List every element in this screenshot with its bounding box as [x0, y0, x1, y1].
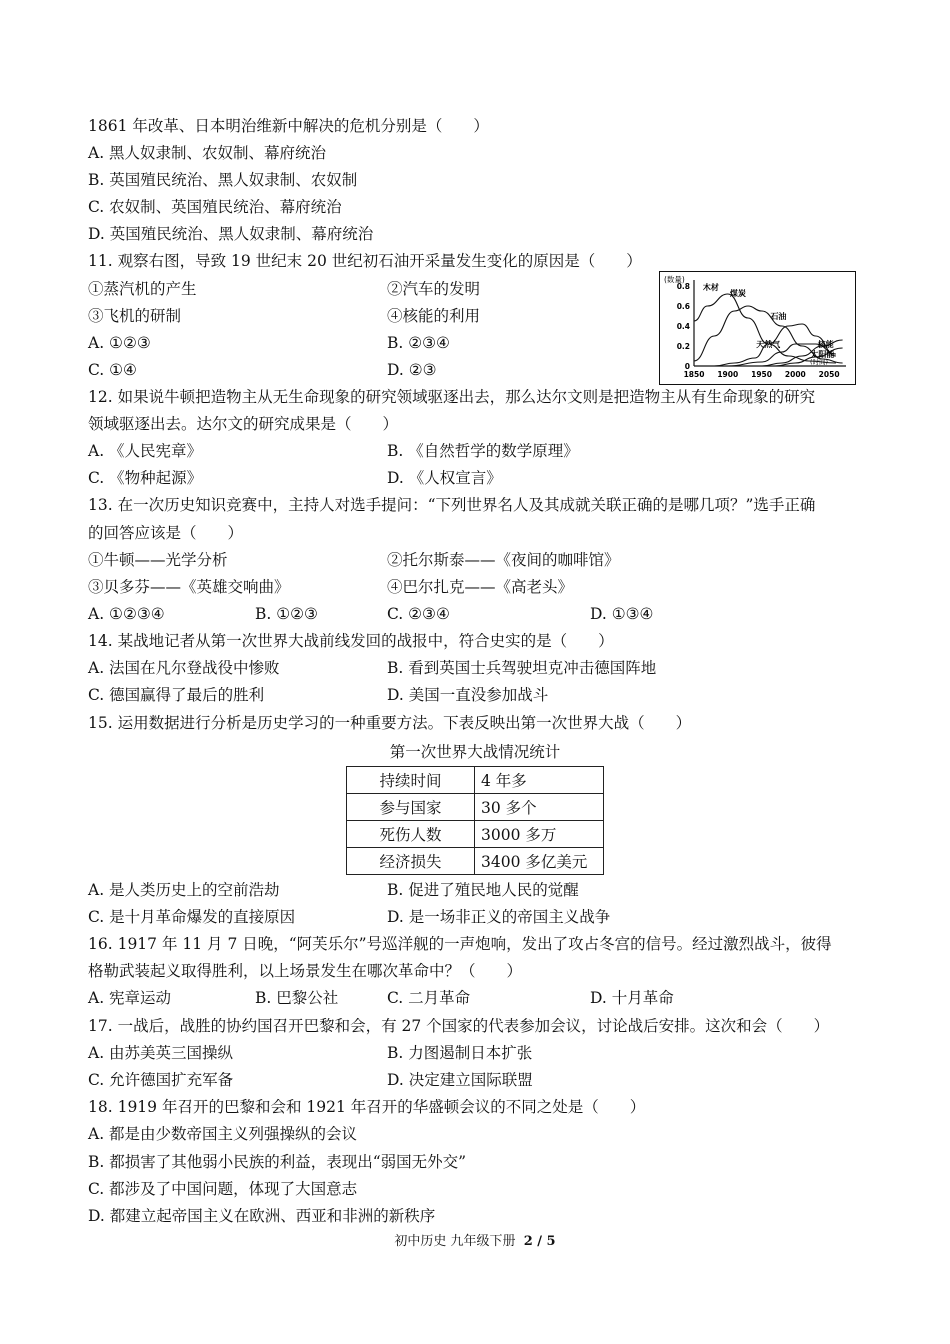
question-13-option-a: A. ①②③④: [88, 605, 165, 623]
question-13-item-3: ③贝多芬——《英雄交响曲》: [88, 578, 290, 596]
question-14-stem: 14. 某战地记者从第一次世界大战前线发回的战报中，符合史实的是（ ）: [88, 632, 614, 650]
series-label-2: 石油: [770, 312, 787, 321]
question-11-item-1: ①蒸汽机的产生: [88, 280, 197, 298]
question-13-item-2: ②托尔斯泰——《夜间的咖啡馆》: [387, 551, 620, 569]
series-label-3: 天然气: [756, 340, 781, 349]
x-tick-label: 1950: [751, 370, 772, 379]
x-tick-label: 2050: [818, 370, 840, 379]
y-tick-label: 0.4: [676, 322, 690, 331]
series-label-4: 核能: [817, 340, 834, 349]
question-11-option-b: B. ②③④: [387, 334, 450, 352]
question-15-option-a: A. 是人类历史上的空前浩劫: [88, 881, 280, 899]
question-17-option-b: B. 力图遏制日本扩张: [387, 1044, 533, 1062]
table-row: [347, 848, 604, 875]
question-16-option-c: C. 二月革命: [387, 989, 471, 1007]
question-10-option-d: D. 英国殖民统治、黑人奴隶制、幕府统治: [88, 225, 374, 243]
x-axis-label: (时间): [809, 358, 829, 366]
x-tick-label: 1900: [717, 370, 739, 379]
question-10-option-c: C. 农奴制、英国殖民统治、幕府统治: [88, 198, 342, 216]
page-number: 2 / 5: [523, 1234, 556, 1249]
series-label-0: 木材: [702, 283, 719, 292]
series-label-1: 煤炭: [729, 289, 746, 298]
energy-chart: [660, 272, 855, 384]
ww1-statistics-table: [346, 766, 604, 875]
question-13-item-4: ④巴尔扎克——《高老头》: [387, 578, 574, 596]
question-16-option-d: D. 十月革命: [590, 989, 674, 1007]
question-11-stem: 11. 观察右图，导致 19 世纪末 20 世纪初石油开采量发生变化的原因是（ ）: [88, 252, 642, 270]
question-11-item-3: ③飞机的研制: [88, 307, 182, 325]
question-18-option-c: C. 都涉及了中国问题，体现了大国意志: [88, 1180, 358, 1198]
question-14-option-d: D. 美国一直没参加战斗: [387, 686, 549, 704]
question-12-option-a: A. 《人民宪章》: [88, 442, 203, 460]
question-11-option-d: D. ②③: [387, 361, 437, 379]
energy-chart-figure: [659, 271, 856, 385]
x-tick-label: 2000: [784, 370, 806, 379]
table-cell-key: 死伤人数: [347, 821, 475, 848]
table-cell-key: 经济损失: [347, 848, 475, 875]
question-14-option-a: A. 法国在凡尔登战役中惨败: [88, 659, 280, 677]
question-17-stem: 17. 一战后，战胜的协约国召开巴黎和会，有 27 个国家的代表参加会议，讨论战后安排。这次和会（ ）: [88, 1017, 830, 1035]
question-14-option-b: B. 看到英国士兵驾驶坦克冲击德国阵地: [387, 659, 657, 677]
y-tick-label: 0.2: [676, 342, 690, 351]
question-11-option-c: C. ①④: [88, 361, 137, 379]
question-13-stem-line-1: 13. 在一次历史知识竞赛中，主持人对选手提问：“下列世界名人及其成就关联正确的是哪几项？”选手正确: [88, 496, 816, 514]
table-row: [347, 794, 604, 821]
table-row: [347, 821, 604, 848]
question-16-stem-line-1: 16. 1917 年 11 月 7 日晚，“阿芙乐尔”号巡洋舰的一声炮响，发出了攻占冬宫的信号。经过激烈战斗，彼得: [88, 935, 832, 953]
question-10-option-b: B. 英国殖民统治、黑人奴隶制、农奴制: [88, 171, 358, 189]
y-tick-label: 0.8: [676, 282, 690, 291]
question-11-item-4: ④核能的利用: [387, 307, 481, 325]
y-tick-label: 0: [684, 362, 690, 371]
question-12-option-c: C. 《物种起源》: [88, 469, 203, 487]
question-13-stem-line-2: 的回答应该是（ ）: [88, 524, 244, 542]
question-17-option-a: A. 由苏美英三国操纵: [88, 1044, 234, 1062]
x-tick-label: 1850: [683, 370, 705, 379]
question-18-option-a: A. 都是由少数帝国主义列强操纵的会议: [88, 1125, 358, 1143]
y-axis-label: (数量): [664, 275, 685, 284]
question-13-option-b: B. ①②③: [255, 605, 318, 623]
question-15-option-d: D. 是一场非正义的帝国主义战争: [387, 908, 611, 926]
question-16-option-b: B. 巴黎公社: [255, 989, 339, 1007]
y-tick-label: 0.6: [676, 302, 690, 311]
question-15-option-c: C. 是十月革命爆发的直接原因: [88, 908, 296, 926]
question-11-option-a: A. ①②③: [88, 334, 151, 352]
question-16-stem-line-2: 格勒武装起义取得胜利，以上场景发生在哪次革命中？（ ）: [88, 962, 523, 980]
question-12-option-b: B. 《自然哲学的数学原理》: [387, 442, 579, 460]
question-13-option-c: C. ②③④: [387, 605, 450, 623]
question-11-item-2: ②汽车的发明: [387, 280, 481, 298]
question-12-option-d: D. 《人权宣言》: [387, 469, 502, 487]
table-cell-key: 持续时间: [347, 767, 475, 794]
question-10-stem: 1861 年改革、日本明治维新中解决的危机分别是（ ）: [88, 117, 489, 135]
footer-course-label: 初中历史 九年级下册: [394, 1234, 516, 1249]
question-12-stem-line-2: 领域驱逐出去。达尔文的研究成果是（ ）: [88, 415, 399, 433]
page-footer: [0, 1230, 950, 1249]
question-17-option-c: C. 允许德国扩充军备: [88, 1071, 234, 1089]
table-cell-value: 3000 多万: [475, 821, 604, 848]
question-17-option-d: D. 决定建立国际联盟: [387, 1071, 533, 1089]
question-14-option-c: C. 德国赢得了最后的胜利: [88, 686, 265, 704]
question-16-option-a: A. 宪章运动: [88, 989, 172, 1007]
question-15-option-b: B. 促进了殖民地人民的觉醒: [387, 881, 579, 899]
table-row: [347, 767, 604, 794]
question-15-stem: 15. 运用数据进行分析是历史学习的一种重要方法。下表反映出第一次世界大战（ ）: [88, 714, 692, 732]
series-label-5: 太阳能: [810, 350, 835, 359]
table-cell-value: 30 多个: [475, 794, 604, 821]
question-10-option-a: A. 黑人奴隶制、农奴制、幕府统治: [88, 144, 327, 162]
question-18-option-b: B. 都损害了其他弱小民族的利益，表现出“弱国无外交”: [88, 1153, 467, 1171]
table-cell-value: 3400 多亿美元: [475, 848, 604, 875]
question-13-option-d: D. ①③④: [590, 605, 654, 623]
table-cell-value: 4 年多: [475, 767, 604, 794]
question-12-stem-line-1: 12. 如果说牛顿把造物主从无生命现象的研究领域驱逐出去，那么达尔文则是把造物主从有生命现象的研究: [88, 388, 816, 406]
table-cell-key: 参与国家: [347, 794, 475, 821]
question-15-table-title: 第一次世界大战情况统计: [389, 743, 561, 761]
question-18-option-d: D. 都建立起帝国主义在欧洲、西亚和非洲的新秩序: [88, 1207, 436, 1225]
question-18-stem: 18. 1919 年召开的巴黎和会和 1921 年召开的华盛顿会议的不同之处是（ ）: [88, 1098, 646, 1116]
question-13-item-1: ①牛顿——光学分析: [88, 551, 228, 569]
